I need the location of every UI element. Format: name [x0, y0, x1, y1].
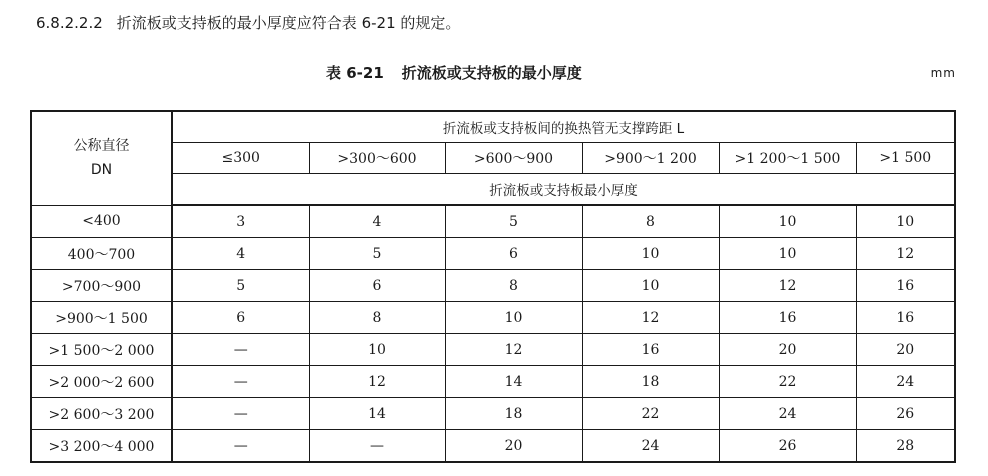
dn-header-line1: 公称直径 [73, 138, 130, 155]
thickness-cell: 20 [856, 334, 955, 366]
thickness-cell: 12 [719, 270, 856, 302]
span-column-header: >300～600 [309, 143, 445, 174]
span-column-header: ≤300 [172, 143, 309, 174]
thickness-cell: — [172, 430, 309, 463]
thickness-cell: — [172, 366, 309, 398]
thickness-cell: 12 [445, 334, 582, 366]
thickness-cell: 26 [856, 398, 955, 430]
thickness-cell: 5 [445, 205, 582, 238]
span-column-header: >1 500 [856, 143, 955, 174]
table-body [31, 205, 955, 462]
table-row [31, 270, 955, 302]
thickness-cell: 16 [582, 334, 719, 366]
thickness-cell: 28 [856, 430, 955, 463]
span-header: 折流板或支持板间的换热管无支撑跨距 L [172, 111, 955, 143]
thickness-cell: — [172, 398, 309, 430]
thickness-cell: 12 [582, 302, 719, 334]
thickness-cell: 20 [445, 430, 582, 463]
min-thickness-header: 折流板或支持板最小厚度 [172, 174, 955, 206]
table-row [31, 398, 955, 430]
table-row [31, 430, 955, 463]
table-row [31, 334, 955, 366]
dn-header-line2: DN [90, 162, 113, 179]
dn-cell: >3 200～4 000 [31, 430, 172, 463]
thickness-table [30, 110, 956, 463]
thickness-cell: 16 [719, 302, 856, 334]
table-row [31, 302, 955, 334]
thickness-cell: 4 [172, 238, 309, 270]
thickness-cell: 18 [445, 398, 582, 430]
thickness-cell: — [309, 430, 445, 463]
thickness-cell: 22 [582, 398, 719, 430]
thickness-cell: 10 [856, 205, 955, 238]
thickness-cell: 6 [445, 238, 582, 270]
thickness-cell: — [172, 334, 309, 366]
table-title [326, 62, 582, 83]
thickness-cell: 24 [582, 430, 719, 463]
thickness-cell: 3 [172, 205, 309, 238]
clause-paragraph [36, 12, 460, 34]
table-row [31, 205, 955, 238]
dn-cell: 400～700 [31, 238, 172, 270]
span-column-header: >1 200～1 500 [719, 143, 856, 174]
thickness-cell: 6 [309, 270, 445, 302]
thickness-cell: 16 [856, 270, 955, 302]
thickness-cell: 5 [309, 238, 445, 270]
span-column-header: >600～900 [445, 143, 582, 174]
clause-number: 6.8.2.2.2 [36, 14, 103, 32]
thickness-cell: 14 [309, 398, 445, 430]
thickness-cell: 10 [309, 334, 445, 366]
thickness-cell: 18 [582, 366, 719, 398]
thickness-cell: 22 [719, 366, 856, 398]
dn-cell: >1 500～2 000 [31, 334, 172, 366]
thickness-cell: 10 [582, 238, 719, 270]
table-number: 表 6-21 [326, 64, 384, 82]
thickness-cell: 12 [856, 238, 955, 270]
table-title-text: 折流板或支持板的最小厚度 [401, 64, 582, 82]
thickness-cell: 8 [309, 302, 445, 334]
dn-cell: <400 [31, 205, 172, 238]
thickness-cell: 12 [309, 366, 445, 398]
thickness-cell: 8 [582, 205, 719, 238]
thickness-cell: 10 [719, 205, 856, 238]
dn-cell: >2 600～3 200 [31, 398, 172, 430]
dn-header-cell [31, 111, 172, 205]
table-row [31, 366, 955, 398]
thickness-cell: 24 [856, 366, 955, 398]
thickness-cell: 14 [445, 366, 582, 398]
thickness-cell: 24 [719, 398, 856, 430]
thickness-cell: 8 [445, 270, 582, 302]
dn-cell: >900～1 500 [31, 302, 172, 334]
span-column-header: >900～1 200 [582, 143, 719, 174]
thickness-cell: 10 [582, 270, 719, 302]
thickness-cell: 10 [719, 238, 856, 270]
thickness-cell: 10 [445, 302, 582, 334]
thickness-cell: 5 [172, 270, 309, 302]
unit-label: mm [930, 66, 956, 80]
thickness-cell: 4 [309, 205, 445, 238]
thickness-cell: 26 [719, 430, 856, 463]
thickness-cell: 16 [856, 302, 955, 334]
table-row [31, 238, 955, 270]
clause-text: 折流板或支持板的最小厚度应符合表 6-21 的规定。 [116, 14, 461, 32]
thickness-cell: 20 [719, 334, 856, 366]
dn-cell: >2 000～2 600 [31, 366, 172, 398]
dn-cell: >700～900 [31, 270, 172, 302]
thickness-cell: 6 [172, 302, 309, 334]
